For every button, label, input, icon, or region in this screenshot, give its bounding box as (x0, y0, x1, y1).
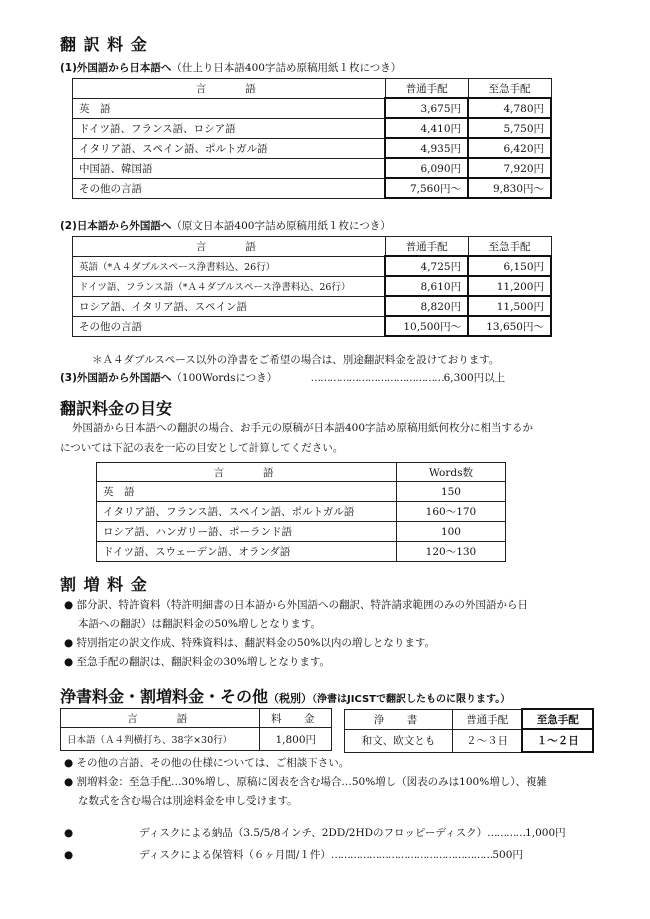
cell-normal: 8,610円 (385, 276, 468, 296)
table-header-row (345, 709, 594, 729)
header-language: 言 語 (61, 709, 260, 728)
cell-clean-copy: 和文、欧文とも (345, 729, 453, 752)
list-item (64, 792, 604, 811)
cell-normal: 4,935円 (385, 138, 468, 158)
cell-language: 英 語 (73, 98, 386, 118)
table-clean-copy-days (344, 708, 594, 753)
cell-normal: 6,090円 (385, 158, 468, 178)
cell-language: 日本語（Ａ４判横打ち、38字×30行） (61, 728, 260, 751)
bullet-text: 部分訳、特許資料（特許明細書の日本語から外国語への翻訳、特許請求範囲のみの外国語から日 (76, 599, 528, 611)
other-fees-list (64, 754, 604, 811)
sub2-label: (2)日本語から外国語へ (60, 220, 172, 232)
sub2-footnote: ＊Ａ４ダブルスペース以外の浄書をご希望の場合は、別途翻訳料金を設けております。 (92, 354, 500, 366)
estimate-paragraph-1: 外国語から日本語への翻訳の場合、お手元の原稿が日本語400字詰め原稿用紙何枚分に相当するか (72, 422, 534, 434)
cell-words: 120～130 (396, 542, 505, 562)
table-row (73, 98, 552, 118)
sub1-label: (1)外国語から日本語へ (60, 62, 172, 74)
bullet-text: な数式を含む場合は別途料金を申し受けます。 (78, 795, 298, 807)
sub3-line (60, 370, 550, 385)
section4-heading (60, 684, 510, 707)
header-language: 言 語 (73, 79, 386, 99)
table-foreign-to-japanese (72, 78, 552, 199)
cell-normal: 3,675円 (385, 98, 468, 118)
table-row (97, 502, 506, 522)
header-fee: 料 金 (260, 709, 332, 728)
cell-words: 160～170 (396, 502, 505, 522)
cell-normal: 7,560円～ (385, 178, 468, 198)
table-row (73, 316, 552, 336)
table-header-row (97, 463, 506, 482)
table-row (73, 256, 552, 276)
cell-urgent: 9,830円～ (468, 178, 551, 198)
estimate-paragraph-2: については下記の表を一応の目安として計算してください。 (60, 442, 344, 454)
table-row (73, 296, 552, 316)
header-words: Words数 (396, 463, 505, 482)
sub3-value: 6,300円以上 (443, 372, 506, 384)
cell-language: 英語（*Ａ４ダブルスペース浄書料込、26行） (73, 256, 386, 276)
cell-language: ドイツ語、スウェーデン語、オランダ語 (97, 542, 397, 562)
header-urgent: 至急手配 (522, 709, 593, 729)
cell-normal: 8,820円 (385, 296, 468, 316)
table-row (73, 138, 552, 158)
cell-fee: 1,800円 (260, 728, 332, 751)
disk-storage-price: 500円 (492, 849, 523, 861)
table-japanese-to-foreign (72, 236, 552, 337)
cell-language: イタリア語、フランス語、スペイン語、ポルトガル語 (97, 502, 397, 522)
cell-urgent: 6,420円 (468, 138, 551, 158)
cell-language: ドイツ語、フランス語、ロシア語 (73, 118, 386, 138)
bullet-text: 特別指定の訳文作成、特殊資料は、翻訳料金の50%以内の増しとなります。 (76, 637, 435, 649)
header-normal: 普通手配 (452, 709, 522, 729)
surcharge-list (64, 596, 604, 672)
table-row (73, 276, 552, 296)
cell-language: 英 語 (97, 482, 397, 502)
header-language: 言 語 (97, 463, 397, 482)
sub3-dots: …………………………………… (310, 372, 444, 384)
bullet-text: 本語への翻訳）は翻訳料金の50%増しとなります。 (78, 618, 321, 630)
list-item: ● 特別指定の訳文作成、特殊資料は、翻訳料金の50%以内の増しとなります。 (64, 637, 435, 649)
table-header-row (73, 237, 552, 257)
sub3-label: (3)外国語から外国語へ (60, 372, 172, 384)
cell-urgent: 7,920円 (468, 158, 551, 178)
table-row (73, 178, 552, 198)
cell-urgent: 5,750円 (468, 118, 551, 138)
disk-delivery-line: ● ディスクによる納品（3.5/5/8インチ、2DD/2HDのフロッピーディスク）…………1,000円 (64, 827, 566, 839)
section-title-surcharge: 割 増 料 金 (60, 575, 148, 594)
cell-urgent: 11,500円 (468, 296, 551, 316)
bullet-text: 至急手配の翻訳は、翻訳料金の30%増しとなります。 (76, 656, 330, 668)
cell-urgent: １～２日 (522, 729, 593, 752)
disk-delivery-label: ディスクによる納品（3.5/5/8インチ、2DD/2HDのフロッピーディスク） (139, 827, 488, 839)
sub1-heading (60, 60, 401, 75)
list-item: ● 部分訳、特許資料（特許明細書の日本語から外国語への翻訳、特許請求範囲のみの外国語から日 (64, 599, 528, 611)
cell-normal: 10,500円～ (385, 316, 468, 336)
table-row (345, 729, 594, 752)
cell-urgent: 6,150円 (468, 256, 551, 276)
sub1-note: （仕上り日本語400字詰め原稿用紙１枚につき） (171, 62, 402, 74)
sub3-note: （100Wordsにつき） (171, 372, 278, 384)
cell-language: ロシア語、イタリア語、スペイン語 (73, 296, 386, 316)
header-urgent: 至急手配 (468, 237, 551, 257)
section-title-translation-fee: 翻 訳 料 金 (60, 35, 148, 54)
cell-urgent: 13,650円～ (468, 316, 551, 336)
cell-language: その他の言語 (73, 178, 386, 198)
header-normal: 普通手配 (385, 79, 468, 99)
bullet-text: 割増料金：至急手配…30%増し、原稿に図表を含む場合…50%増し（図表のみは100%増し）、複雑 (76, 776, 547, 788)
cell-language: ロシア語、ハンガリー語、ポーランド語 (97, 522, 397, 542)
cell-normal: 4,725円 (385, 256, 468, 276)
sub2-note: （原文日本語400字詰め原稿用紙１枚につき） (171, 220, 391, 232)
cell-language: ドイツ語、フランス語（*Ａ４ダブルスペース浄書料込、26行） (73, 276, 386, 296)
list-item (64, 615, 604, 634)
cell-language: その他の言語 (73, 316, 386, 336)
list-item: ● 至急手配の翻訳は、翻訳料金の30%増しとなります。 (64, 656, 330, 668)
cell-words: 150 (396, 482, 505, 502)
bullet-text: その他の言語、その他の仕様については、ご相談下さい。 (76, 757, 350, 769)
cell-normal: ２～３日 (452, 729, 522, 752)
list-item: ● 割増料金：至急手配…30%増し、原稿に図表を含む場合…50%増し（図表のみは100%増し）、複雑 (64, 776, 547, 788)
header-urgent: 至急手配 (468, 79, 551, 99)
disk-storage-label: ディスクによる保管料（６ヶ月間/１件） (139, 849, 331, 861)
table-row (73, 118, 552, 138)
disk-storage-dots: …………………………………………… (330, 849, 493, 861)
table-row (97, 482, 506, 502)
sub2-heading (60, 218, 391, 233)
disk-delivery-dots: ………… (487, 827, 526, 839)
cell-words: 100 (396, 522, 505, 542)
table-header-row (61, 709, 332, 728)
header-normal: 普通手配 (385, 237, 468, 257)
tax-note: （税別） (268, 692, 313, 705)
list-item: ● その他の言語、その他の仕様については、ご相談下さい。 (64, 757, 350, 769)
header-clean-copy: 浄 書 (345, 709, 453, 729)
table-row (97, 542, 506, 562)
table-row (97, 522, 506, 542)
cell-normal: 4,410円 (385, 118, 468, 138)
cell-language: 中国語、韓国語 (73, 158, 386, 178)
table-words-estimate (96, 462, 506, 562)
cell-urgent: 4,780円 (468, 98, 551, 118)
section-title-estimate: 翻訳料金の目安 (60, 399, 173, 418)
table-row (61, 728, 332, 751)
table-header-row (73, 79, 552, 99)
header-language: 言 語 (73, 237, 386, 257)
cell-urgent: 11,200円 (468, 276, 551, 296)
section-title-other-fees: 浄書料金・割増料金・その他 (60, 687, 269, 706)
disk-storage-line: ● ディスクによる保管料（６ヶ月間/１件）……………………………………………500円 (64, 849, 523, 861)
disk-delivery-price: 1,000円 (525, 827, 566, 839)
cell-language: イタリア語、スペイン語、ポルトガル語 (73, 138, 386, 158)
table-clean-copy-fee (60, 708, 332, 751)
table-row (73, 158, 552, 178)
jicst-note: （浄書はJICSTで翻訳したものに限ります。） (312, 694, 511, 705)
